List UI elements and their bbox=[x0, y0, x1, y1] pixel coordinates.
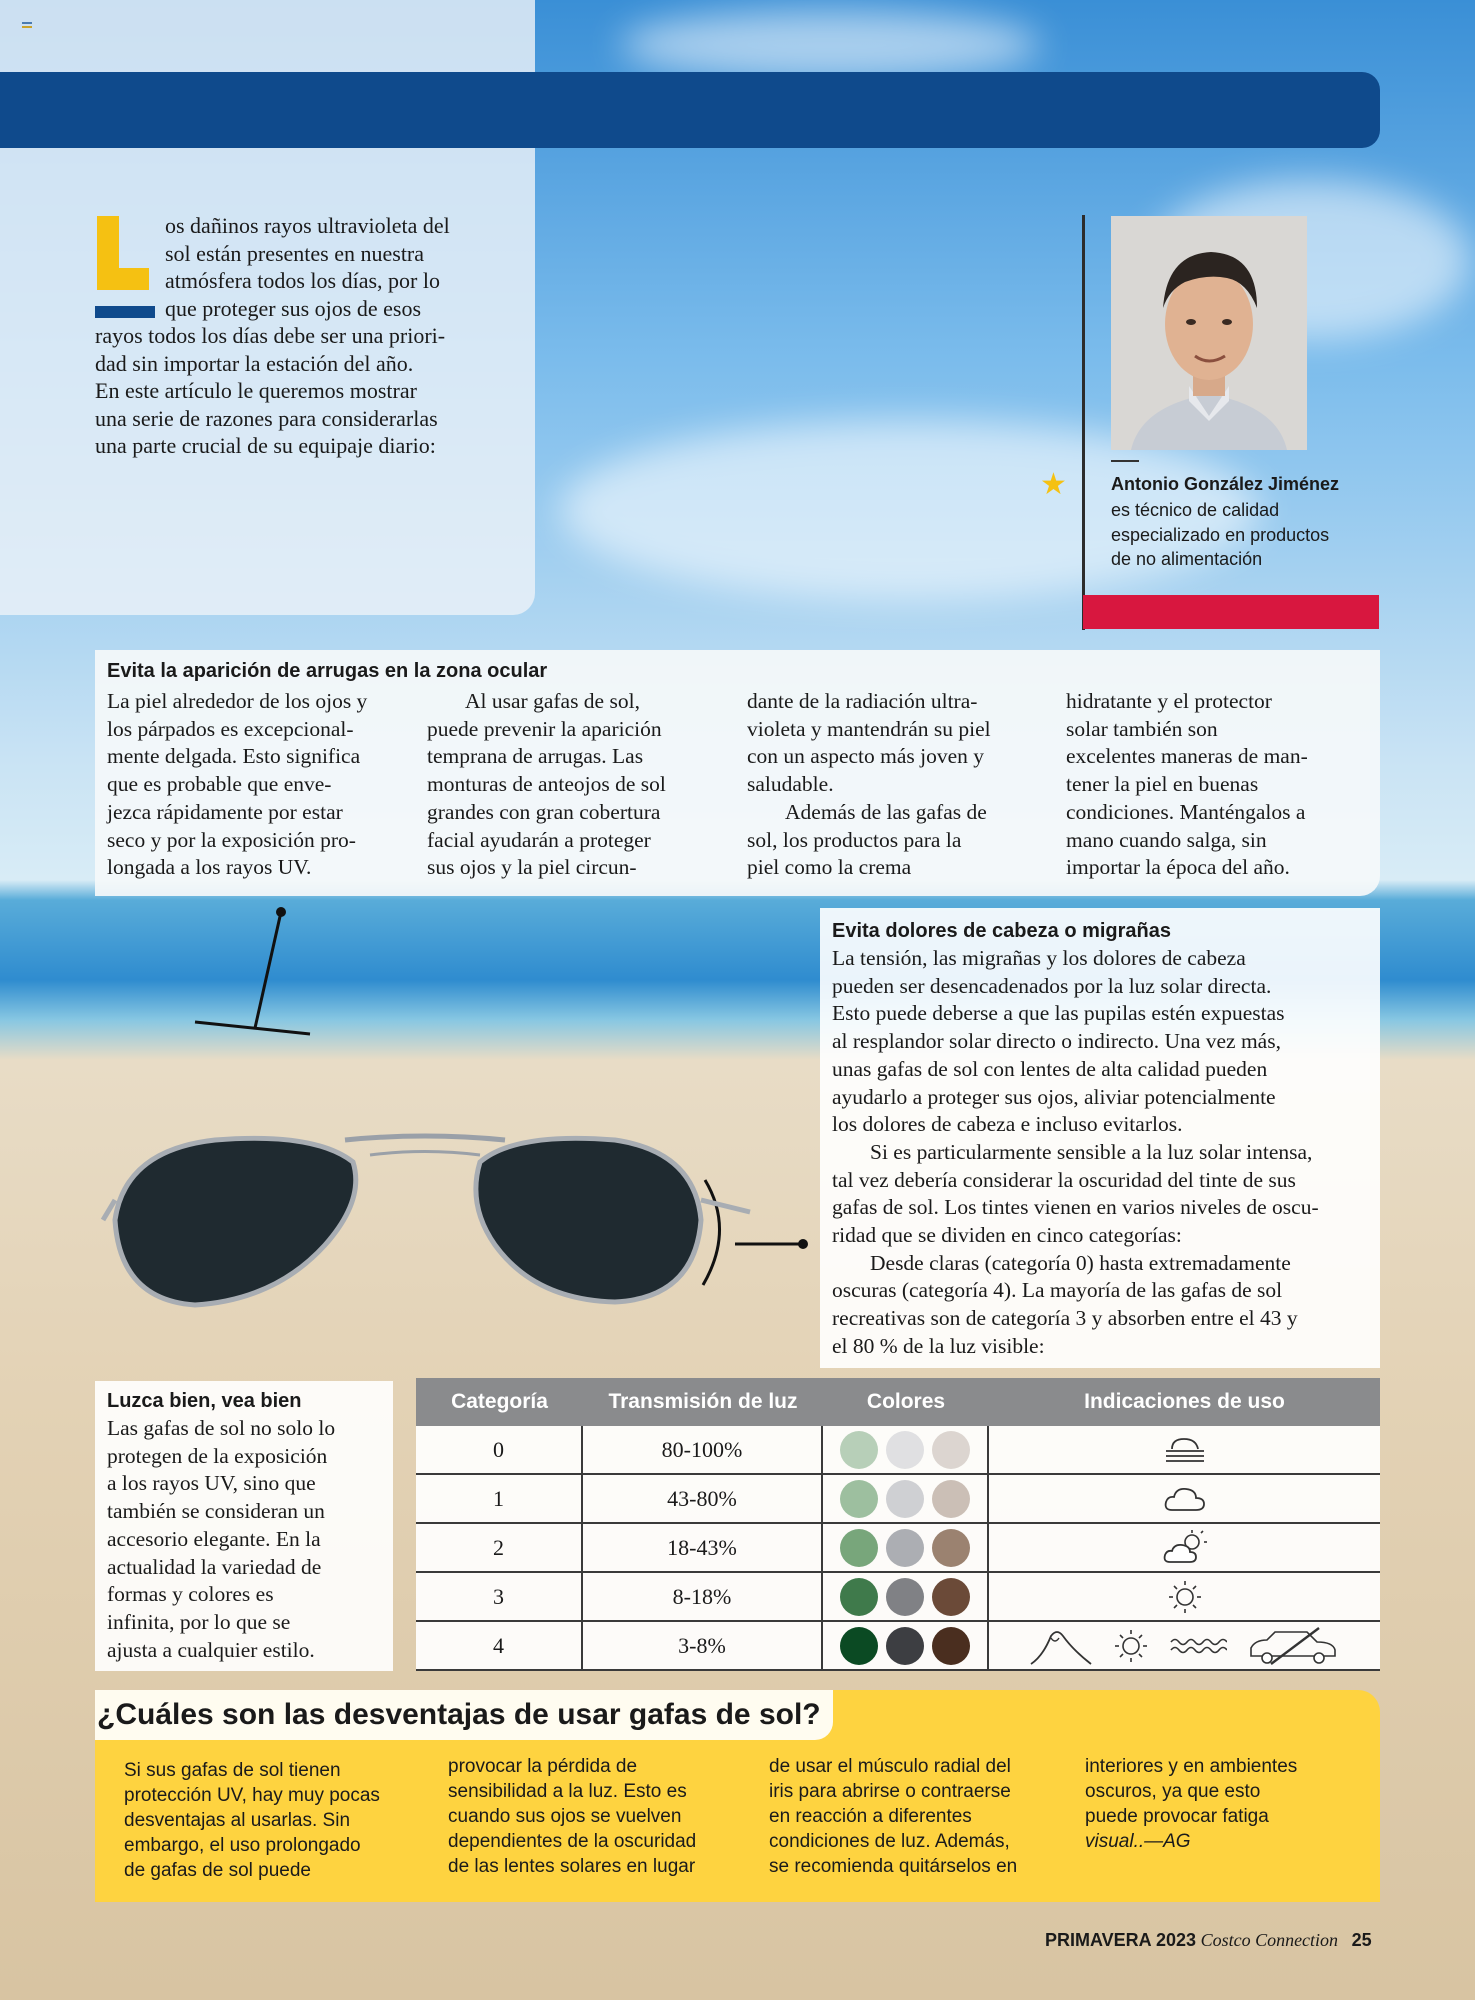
usage-cell bbox=[989, 1524, 1380, 1571]
colors-cell bbox=[823, 1475, 989, 1522]
disadvantages-col-1: Si sus gafas de sol tienen protección UV, hay muy pocas desventajas al usarlas. Sin embargo, el uso prolongado de gafas de sol puede bbox=[124, 1760, 380, 1881]
sun-icon bbox=[1111, 1628, 1151, 1664]
disadvantages-col-2: provocar la pérdida de sensibilidad a la luz. Esto es cuando sus ojos se vuelven dependientes de la oscuridad de las lentes solares en lugar bbox=[448, 1756, 697, 1877]
tint-swatch bbox=[932, 1627, 970, 1665]
transmission-cell: 3-8% bbox=[583, 1622, 823, 1669]
tint-swatch bbox=[932, 1480, 970, 1518]
tint-swatch bbox=[886, 1431, 924, 1469]
usage-cell bbox=[989, 1475, 1380, 1522]
mountain-icon bbox=[1029, 1626, 1093, 1666]
star-icon: ★ bbox=[1040, 467, 1067, 502]
colors-cell bbox=[823, 1622, 989, 1669]
tint-swatch bbox=[840, 1431, 878, 1469]
colors-cell bbox=[823, 1573, 989, 1620]
tint-swatch bbox=[932, 1529, 970, 1567]
usage-cell bbox=[989, 1573, 1380, 1620]
header-band bbox=[0, 72, 1380, 148]
category-cell: 3 bbox=[416, 1573, 583, 1620]
wrinkles-col-2: Al usar gafas de sol, puede prevenir la aparición temprana de arrugas. Las monturas de anteojos de sol grandes con gran cobertura facial ayudarán a proteger sus ojos y la piel circun- bbox=[427, 689, 666, 880]
sun-cloud-icon bbox=[1162, 1530, 1208, 1566]
look-heading: Luzca bien, vea bien bbox=[107, 1390, 302, 1412]
wrinkles-heading: Evita la aparición de arrugas en la zona ocular bbox=[107, 660, 548, 682]
sunglasses-illustration bbox=[95, 900, 815, 1330]
fog-icon bbox=[1162, 1435, 1208, 1465]
usage-cell bbox=[989, 1622, 1380, 1669]
wrinkles-col-1: La piel alrededor de los ojos y los párpados es excepcional- mente delgada. Esto significa que es probable que enve- jezca rápidamente por estar seco y por la exposición pro- longada a los rayos UV. bbox=[107, 689, 368, 880]
disadvantages-title: ¿Cuáles son las desventajas de usar gafas de sol? bbox=[95, 1690, 833, 1740]
tint-swatch bbox=[840, 1578, 878, 1616]
category-cell: 4 bbox=[416, 1622, 583, 1669]
footer-season: PRIMAVERA 2023 bbox=[1045, 1930, 1197, 1950]
table-row bbox=[416, 1475, 1380, 1524]
tint-swatch bbox=[840, 1480, 878, 1518]
table-row bbox=[416, 1426, 1380, 1475]
colors-cell bbox=[823, 1426, 989, 1473]
look-text: Las gafas de sol no solo lo protegen de la exposición a los rayos UV, sino que también se consideran un accesorio elegante. En la actualidad la variedad de formas y colores es infinita, por lo que se ajusta a cualquier estilo. bbox=[107, 1416, 336, 1662]
headache-heading: Evita dolores de cabeza o migrañas bbox=[832, 920, 1172, 942]
tint-swatch bbox=[886, 1578, 924, 1616]
transmission-cell: 8-18% bbox=[583, 1573, 823, 1620]
headache-text: La tensión, las migrañas y los dolores de cabeza pueden ser desencadenados por la luz solar directa. Esto puede deberse a que las pupilas estén expuestas al resplandor solar directo o indirecto. Una vez más, unas gafas de sol con lentes de alta calidad pueden ayudarlo a proteger sus ojos, aliviar potencialmente los dolores de cabeza e incluso evitarlos. Si es particularmente sensible a la luz solar intensa, tal vez debería considerar la oscuridad del tinte de sus gafas de sol. Los tintes vienen en varios niveles de oscu- ridad que se dividen en cinco categorías: Desde claras (categoría 0) hasta extremadamente oscuras (categoría 4). La mayoría de las gafas de sol recreativas son de categoría 3 y absorben entre el 43 y el 80 % de la luz visible: bbox=[832, 946, 1319, 1358]
wrinkles-col-4: hidratante y el protector solar también son excelentes maneras de man- tener la piel en buenas condiciones. Manténgalos a mano cuando salga, sin importar la época del año. bbox=[1066, 689, 1308, 880]
usage-cell bbox=[989, 1426, 1380, 1473]
tint-swatch bbox=[886, 1480, 924, 1518]
tint-swatch bbox=[886, 1529, 924, 1567]
menu-icon bbox=[22, 22, 32, 28]
cloud-icon bbox=[1162, 1484, 1208, 1514]
table-row bbox=[416, 1573, 1380, 1622]
transmission-cell: 43-80% bbox=[583, 1475, 823, 1522]
cloud-decoration bbox=[620, 10, 1040, 80]
author-photo bbox=[1111, 216, 1307, 450]
intro-text: os dañinos rayos ultravioleta del sol están presentes en nuestra atmósfera todos los días, por lo que proteger sus ojos de esos rayos todos los días debe ser una priori- dad sin importar la estación del año. En este artículo le queremos mostrar una serie de razones para considerarlas una parte crucial de su equipaje diario: bbox=[95, 213, 450, 458]
table-row bbox=[416, 1622, 1380, 1671]
tint-swatch bbox=[932, 1431, 970, 1469]
tint-swatch bbox=[932, 1578, 970, 1616]
table-row bbox=[416, 1524, 1380, 1573]
red-accent-bar bbox=[1083, 595, 1379, 629]
disadvantages-col-3: de usar el músculo radial del iris para abrirse o contraerse en reacción a diferentes condiciones de luz. Además, se recomienda quitárselos en bbox=[769, 1756, 1018, 1877]
author-rule bbox=[1082, 215, 1085, 630]
transmission-cell: 80-100% bbox=[583, 1426, 823, 1473]
tint-category-table bbox=[416, 1378, 1380, 1671]
page-footer bbox=[1045, 1930, 1372, 1951]
disadvantages-col-4: interiores y en ambientes oscuros, ya que esto puede provocar fatiga visual..—AG bbox=[1085, 1756, 1298, 1852]
author-dash bbox=[1111, 460, 1139, 462]
author-name: Antonio González Jiménez bbox=[1111, 474, 1340, 494]
tint-swatch bbox=[840, 1529, 878, 1567]
page-number: 25 bbox=[1351, 1930, 1372, 1950]
water-icon bbox=[1169, 1634, 1227, 1658]
author-description: es técnico de calidad especializado en productos de no alimentación bbox=[1111, 500, 1330, 569]
footer-magazine: Costco Connection bbox=[1200, 1930, 1339, 1950]
no-driving-icon bbox=[1245, 1626, 1341, 1666]
colors-cell bbox=[823, 1524, 989, 1571]
category-cell: 1 bbox=[416, 1475, 583, 1522]
wrinkles-col-3: dante de la radiación ultra- violeta y mantendrán su piel con un aspecto más joven y saludable. Además de las gafas de sol, los productos para la piel como la crema bbox=[747, 689, 991, 880]
category-cell: 0 bbox=[416, 1426, 583, 1473]
sun-icon bbox=[1165, 1579, 1205, 1615]
table-header: Categoría Transmisión de luz Colores Indicaciones de uso bbox=[416, 1378, 1380, 1426]
transmission-cell: 18-43% bbox=[583, 1524, 823, 1571]
tint-swatch bbox=[886, 1627, 924, 1665]
category-cell: 2 bbox=[416, 1524, 583, 1571]
tint-swatch bbox=[840, 1627, 878, 1665]
